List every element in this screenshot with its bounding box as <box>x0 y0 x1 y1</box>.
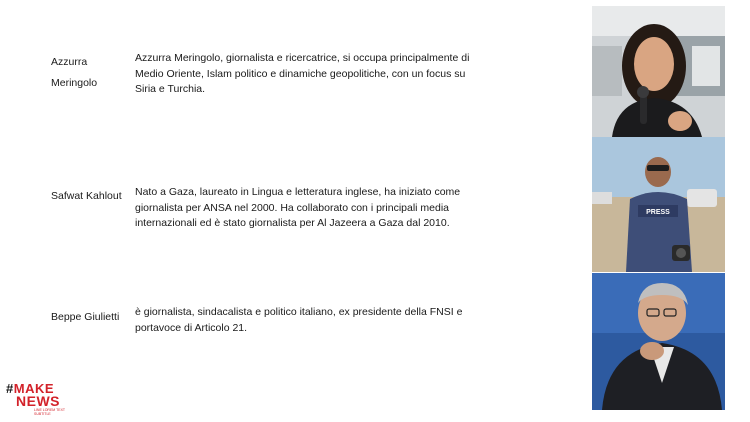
speaker-name-1: Azzurra Meringolo <box>51 56 98 89</box>
makenews-logo <box>6 383 76 417</box>
speaker-photo-3 <box>592 273 725 410</box>
speaker-photo-1 <box>592 6 725 137</box>
speaker-bio-1: Azzurra Meringolo, giornalista e ricercatrice, si occupa principalmente di Medio Oriente, Islam politico e dinamiche geopolitiche, con un focus su Siria e Turchia. <box>135 52 470 95</box>
speaker-bio-2: Nato a Gaza, laureato in Lingua e letteratura inglese, ha iniziato come giornalista per ANSA nel 2000. Ha collaborato con i principali media internazionali ed è stato giornalista per Al Jazeera a Gaza dal 2010. <box>135 186 461 229</box>
logo-hash: # <box>6 381 14 396</box>
speaker-photo-2 <box>592 137 725 272</box>
logo-tagline: LINE LOREM TEXT SUBTITLE <box>34 408 65 416</box>
logo-news: NEWS <box>16 393 60 409</box>
logo-make: MAKE <box>13 381 55 396</box>
svg-text:PRESS: PRESS <box>646 209 670 216</box>
speaker-bio-3: è giornalista, sindacalista e politico italiano, ex presidente della FNSI e portavoce di Articolo 21. <box>135 306 463 334</box>
speaker-name-3: Beppe Giulietti <box>51 311 120 323</box>
speaker-name-2: Safwat Kahlout <box>51 190 122 202</box>
